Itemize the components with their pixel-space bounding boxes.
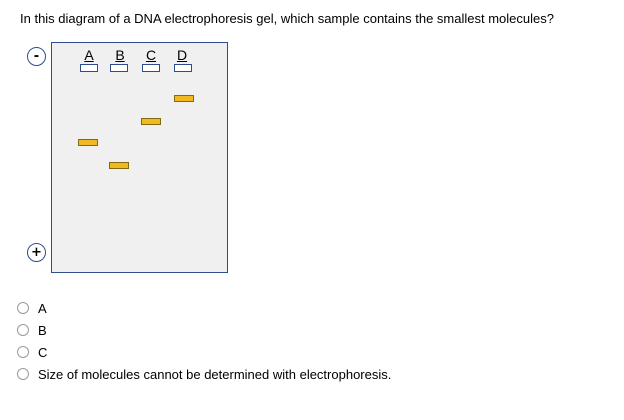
option-a[interactable]	[17, 297, 391, 319]
option-b[interactable]	[17, 319, 391, 341]
lane-label-a: A	[84, 47, 94, 63]
option-label-a[interactable]: A	[38, 300, 47, 316]
lane-label-b: B	[115, 47, 125, 63]
band-b	[109, 162, 129, 169]
radio-button-a[interactable]	[17, 302, 29, 314]
question-text: In this diagram of a DNA electrophoresis gel, which sample contains the smallest molecules?	[20, 11, 554, 26]
option-label-cannot-determine[interactable]: Size of molecules cannot be determined with electrophoresis.	[38, 366, 392, 382]
lane-label-c: C	[145, 47, 157, 63]
option-cannot-determine[interactable]	[17, 363, 391, 385]
well-d	[174, 64, 192, 72]
answer-options	[17, 297, 391, 385]
well-a	[80, 64, 98, 72]
option-label-c[interactable]: C	[38, 344, 48, 360]
positive-terminal-icon: +	[27, 243, 46, 262]
radio-button-cannot-determine[interactable]	[17, 368, 29, 380]
well-b	[110, 64, 128, 72]
option-label-b[interactable]: B	[38, 322, 47, 338]
radio-button-c[interactable]	[17, 346, 29, 358]
band-a	[78, 139, 98, 146]
negative-terminal-icon: -	[27, 47, 46, 66]
band-d	[174, 95, 194, 102]
option-c[interactable]	[17, 341, 391, 363]
well-c	[142, 64, 160, 72]
band-c	[141, 118, 161, 125]
lane-label-d: D	[176, 47, 188, 63]
radio-button-b[interactable]	[17, 324, 29, 336]
gel-diagram	[51, 42, 228, 273]
